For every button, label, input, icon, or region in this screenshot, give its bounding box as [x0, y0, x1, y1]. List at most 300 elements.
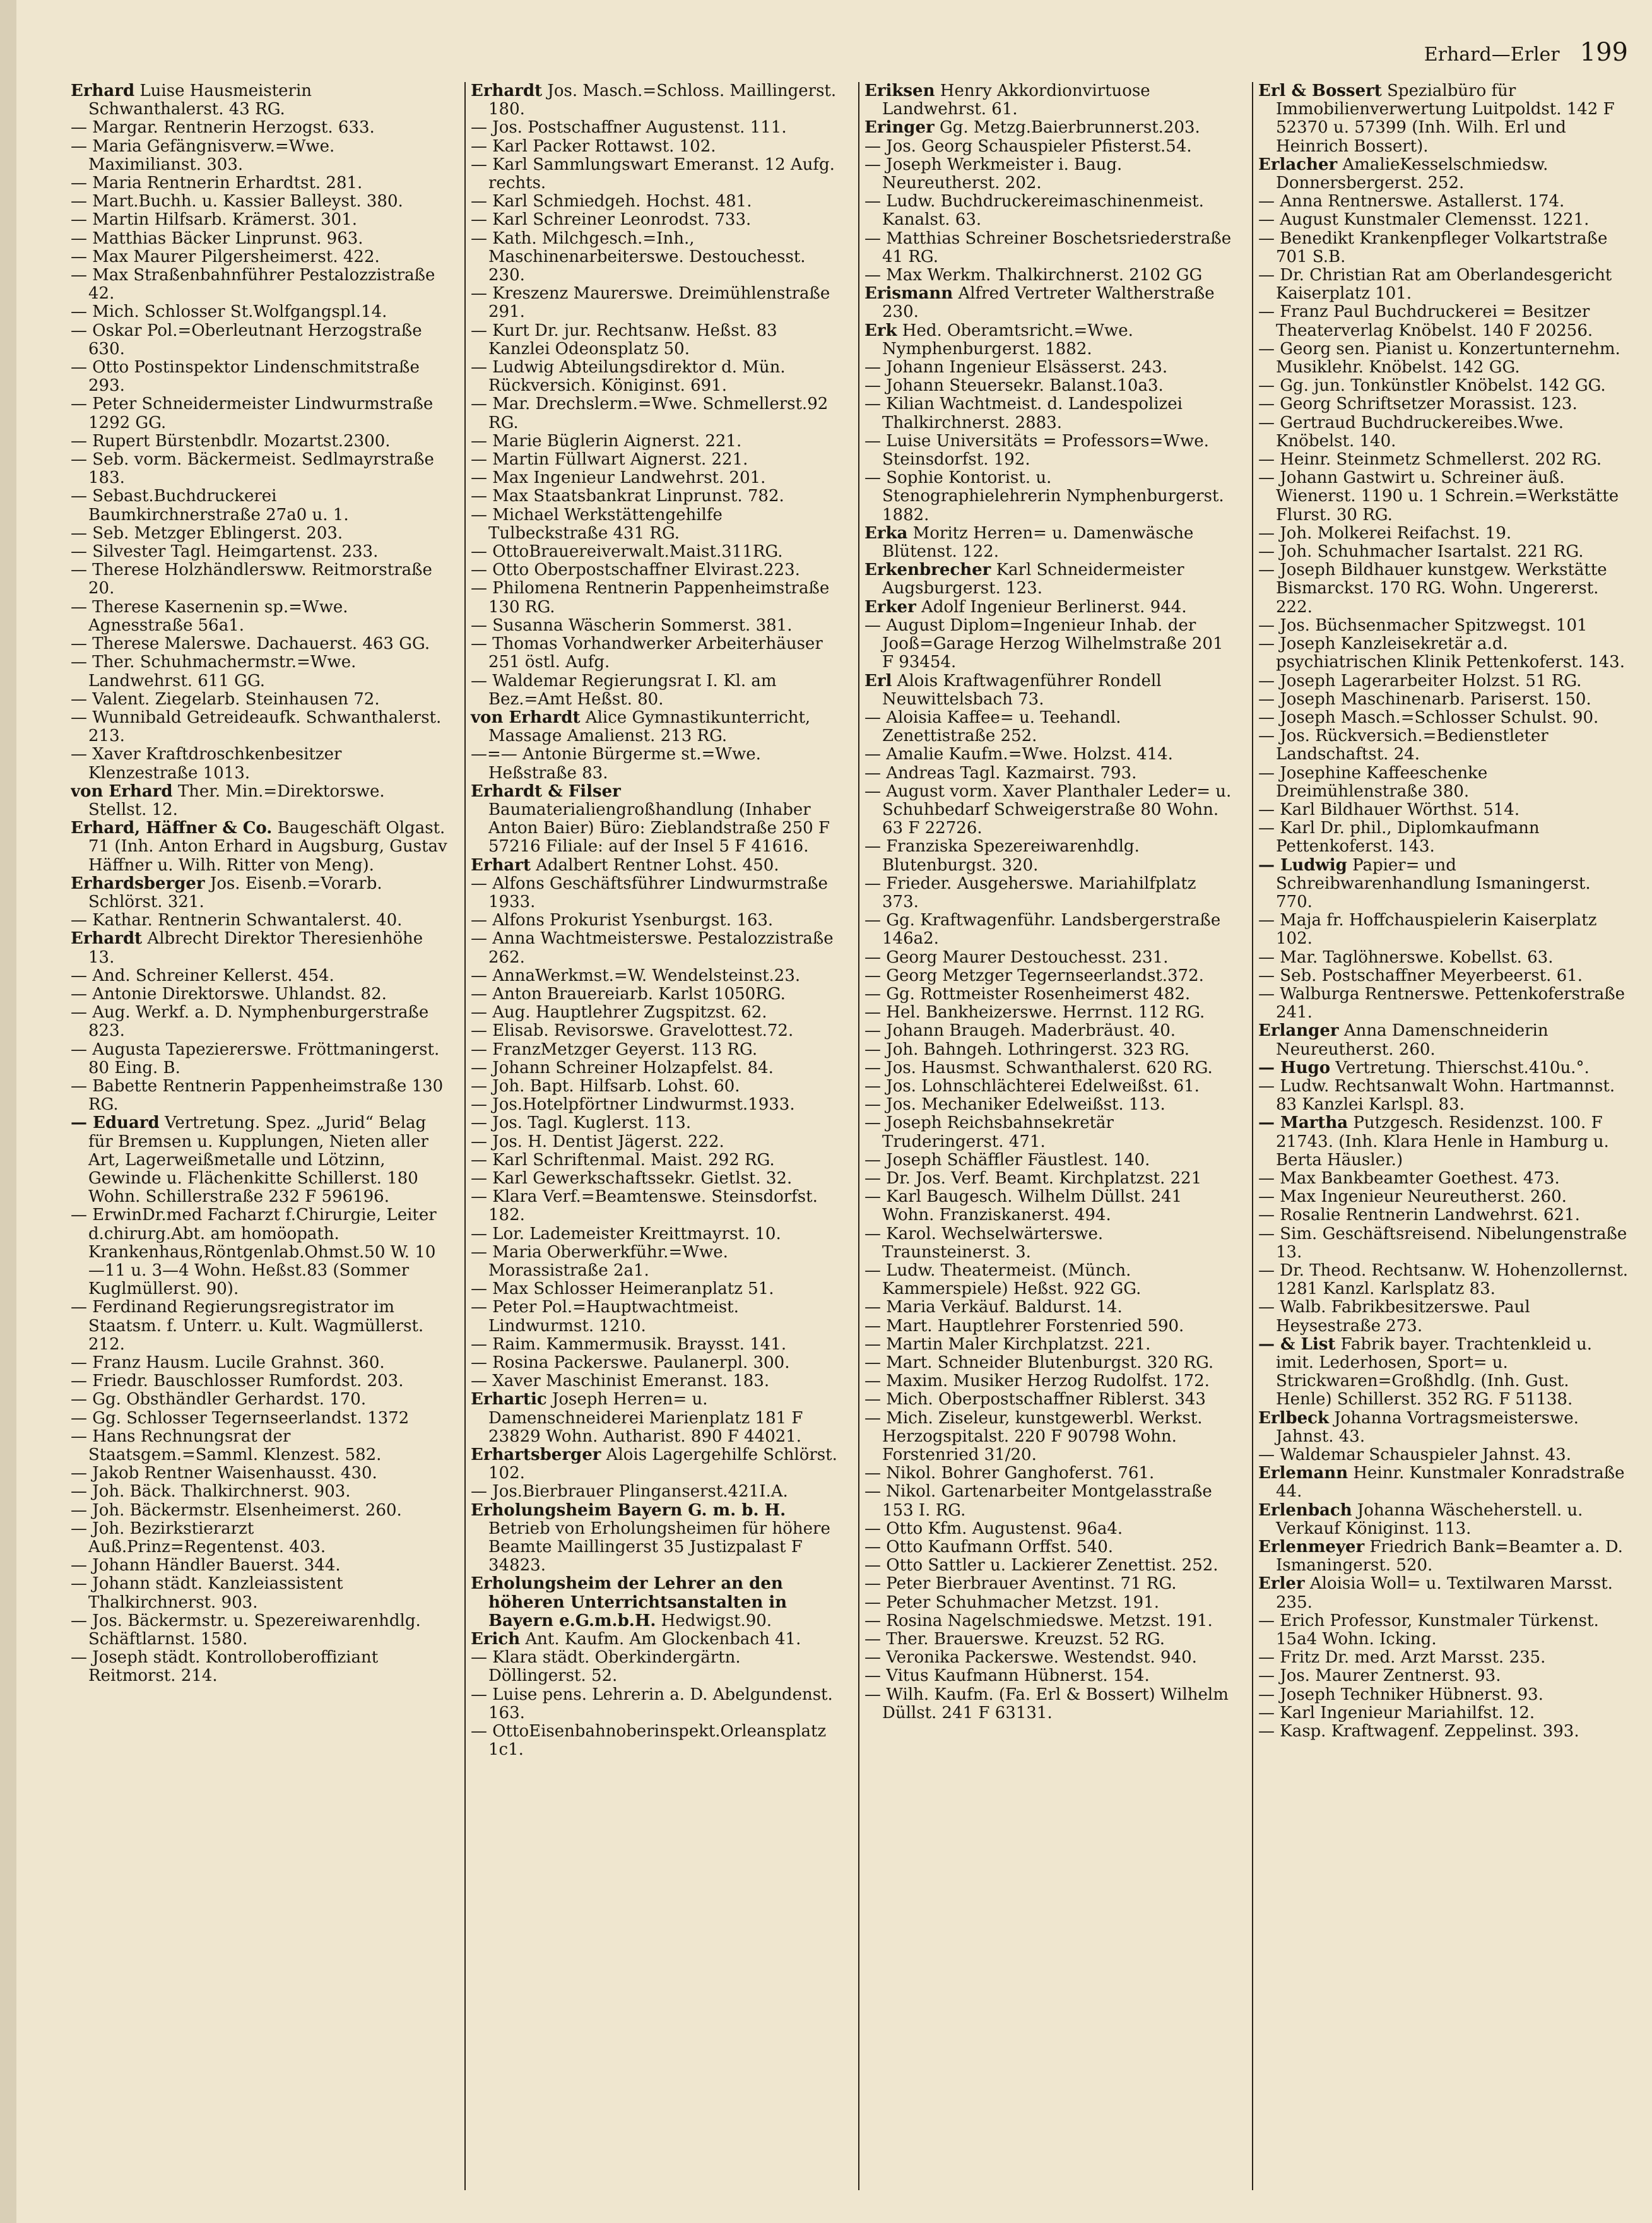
directory-entry	[71, 598, 448, 635]
entry-details: — Joh. Molkerei Reifachst. 19.	[1258, 523, 1512, 543]
directory-entry	[864, 1520, 1236, 1538]
directory-entry	[864, 193, 1236, 229]
entry-details: — AnnaWerkmst.=W. Wendelsteinst.23.	[471, 966, 801, 985]
directory-entry	[471, 193, 842, 211]
directory-entry	[864, 1464, 1236, 1483]
entry-details: — Amalie Kaufm.=Wwe. Holzst. 414.	[864, 745, 1173, 764]
directory-entry	[864, 911, 1236, 948]
entry-details: Friedrich Bank=Beamter a. D. Ismaningerst. 520.	[1276, 1538, 1623, 1575]
entry-details: — Nikol. Gartenarbeiter Montgelasstraße 153 I. RG.	[864, 1482, 1212, 1520]
directory-entry	[864, 985, 1236, 1004]
entry-details: — Rosalie Rentnerin Landwehrst. 621.	[1258, 1206, 1580, 1225]
entry-surname: Erhardt & Filser	[471, 781, 621, 801]
directory-entry	[1258, 1667, 1629, 1685]
entry-details: — Johann Steuersekr. Balanst.10a3.	[864, 376, 1164, 396]
entry-details: — Klara städt. Oberkindergärtn. Döllingerst. 52.	[471, 1648, 741, 1686]
directory-entry	[471, 579, 842, 616]
entry-details: — Alfons Geschäftsführer Lindwurmstraße 1933.	[471, 874, 828, 911]
directory-entry	[71, 174, 448, 193]
entry-details: — Walb. Fabrikbesitzerswe. Paul Heysestraße 273.	[1258, 1298, 1530, 1336]
directory-entry	[1258, 525, 1629, 543]
entry-details: — Dr. Christian Rat am Oberlandesgericht Kaiserplatz 101.	[1258, 266, 1612, 304]
entry-details: — Franziska Spezereiwarenhdlg. Blutenburgst. 320.	[864, 837, 1140, 875]
directory-entry	[471, 1151, 842, 1170]
directory-entry	[864, 119, 1236, 137]
entry-details: — Benedikt Krankenpfleger Volkartstraße 701 S.B.	[1258, 228, 1608, 266]
binding-margin	[0, 0, 16, 2223]
directory-entry	[471, 395, 842, 432]
entry-details: — Joh. Bapt. Hilfsarb. Lohst. 60.	[471, 1076, 740, 1096]
entry-details: — Jos. Büchsenmacher Spitzwegst. 101	[1258, 615, 1588, 635]
entry-details: — Johann städt. Kanzleiassistent Thalkirchnerst. 903.	[71, 1574, 343, 1612]
directory-entry	[71, 1114, 448, 1206]
directory-entry	[471, 1280, 842, 1298]
directory-entry	[471, 985, 842, 1004]
entry-details: Papier= und Schreibwarenhandlung Ismaningerst. 770.	[1276, 855, 1591, 911]
directory-entry	[1258, 1446, 1629, 1464]
directory-entry	[471, 1483, 842, 1501]
entry-details: — Luise Universitäts = Professors=Wwe. Steinsdorfst. 192.	[864, 431, 1209, 470]
directory-entry	[471, 1502, 842, 1575]
entry-surname: — & List	[1258, 1334, 1336, 1354]
entry-details: — Seb. vorm. Bäckermeist. Sedlmayrstraße 183.	[71, 450, 434, 488]
directory-entry	[1258, 561, 1629, 617]
entry-details: Spezialbüro für Immobilienverwertung Luitpoldst. 142 F 52370 u. 57399 (Inh. Wilh. Erl und Heinrich Bossert).	[1276, 82, 1615, 156]
entry-details: — Rosina Nagelschmiedswe. Metzst. 191.	[864, 1611, 1213, 1630]
directory-entry	[864, 156, 1236, 193]
entry-details: — Otto Oberpostschaffner Elvirast.223.	[471, 560, 800, 580]
entry-surname: Erlemann	[1258, 1464, 1348, 1483]
entry-details: — Martin Hilfsarb. Krämerst. 301.	[71, 210, 357, 230]
entry-details: — Susanna Wäscherin Sommerst. 381.	[471, 615, 793, 635]
directory-entry	[864, 1170, 1236, 1188]
entry-surname: Erl & Bossert	[1258, 82, 1382, 100]
directory-entry	[71, 1556, 448, 1575]
entry-details: — FranzMetzger Geyerst. 113 RG.	[471, 1040, 758, 1059]
entry-details: — Maria Rentnerin Erhardtst. 281.	[71, 174, 363, 193]
entry-details: Gg. Metzg.Baierbrunnerst.203.	[934, 118, 1200, 138]
entry-details: — Gg. jun. Tonkünstler Knöbelst. 142 GG.	[1258, 376, 1606, 396]
entry-details: — Peter Pol.=Hauptwachtmeist. Lindwurmst. 1210.	[471, 1298, 739, 1336]
directory-entry	[471, 672, 842, 709]
entry-details: — Valent. Ziegelarb. Steinhausen 72.	[71, 689, 380, 709]
entry-details: — Gertraud Buchdruckereibes.Wwe. Knöbelst. 140.	[1258, 413, 1564, 451]
entry-details: — Alfons Prokurist Ysenburgst. 163.	[471, 911, 774, 930]
directory-entry	[864, 1686, 1236, 1722]
directory-entry	[1258, 1575, 1629, 1611]
directory-entry	[864, 1612, 1236, 1630]
entry-details: — Martin Maler Kirchplatzst. 221.	[864, 1334, 1151, 1354]
directory-entry	[1258, 691, 1629, 709]
entry-details: — Ther. Schuhmachermstr.=Wwe. Landwehrst. 611 GG.	[71, 653, 357, 691]
directory-entry	[471, 1022, 842, 1040]
directory-entry	[864, 1538, 1236, 1556]
entry-surname: Erholungsheim der Lehrer an den höheren Unterrichtsanstalten in Bayern e.G.m.b.H.	[471, 1574, 788, 1630]
entry-details: —=— Antonie Bürgerme st.=Wwe. Heßstraße 83.	[471, 745, 761, 783]
directory-entry	[864, 1059, 1236, 1077]
directory-entry	[71, 1041, 448, 1077]
entry-details: — Xaver Kraftdroschkenbesitzer Klenzestraße 1013.	[71, 745, 342, 783]
entry-details: Betrieb von Erholungsheimen für höhere Beamte Maillingerst 35 Justizpalast F 34823.	[488, 1519, 830, 1575]
directory-entry	[1258, 469, 1629, 525]
entry-details: Hedwigst.90.	[656, 1611, 772, 1630]
directory-entry	[864, 1225, 1236, 1262]
directory-entry	[864, 1483, 1236, 1519]
entry-details: — Gg. Schlosser Tegernseerlandst. 1372	[71, 1408, 410, 1428]
entry-details: — Joseph Werkmeister i. Baug. Neureutherst. 202.	[864, 155, 1123, 193]
entry-surname: von Erhard	[71, 781, 173, 801]
directory-entry	[864, 1372, 1236, 1390]
directory-entry	[71, 1206, 448, 1298]
directory-entry	[1258, 801, 1629, 819]
entry-details: Albrecht Direktor Theresienhöhe 13.	[88, 929, 423, 967]
entry-details: Johanna Vortragsmeisterswe. Jahnst. 43.	[1276, 1408, 1579, 1446]
entry-details: — August Kunstmaler Clemensst. 1221.	[1258, 210, 1590, 230]
directory-entry	[71, 359, 448, 395]
directory-entry	[1258, 303, 1629, 340]
directory-entry	[864, 745, 1236, 764]
entry-details: — Philomena Rentnerin Pappenheimstraße 130 RG.	[471, 579, 830, 617]
directory-entry	[471, 432, 842, 451]
directory-entry	[471, 875, 842, 911]
entry-details: — Kilian Wachtmeist. d. Landespolizei Thalkirchnerst. 2883.	[864, 394, 1183, 432]
directory-entry	[864, 838, 1236, 874]
directory-entry	[1258, 1409, 1629, 1446]
directory-entry	[1258, 1704, 1629, 1722]
directory-entry	[1258, 211, 1629, 229]
directory-entry	[71, 709, 448, 745]
page-header	[1331, 38, 1628, 76]
entry-surname: Erlbeck	[1258, 1408, 1329, 1428]
entry-details: — Franz Paul Buchdruckerei = Besitzer Theaterverlag Knöbelst. 140 F 20256.	[1258, 302, 1593, 340]
directory-entry	[471, 709, 842, 745]
entry-details: — Maria Verkäuf. Baldurst. 14.	[864, 1298, 1123, 1317]
directory-entry	[1258, 1502, 1629, 1538]
directory-entry	[864, 359, 1236, 377]
directory-entry	[864, 395, 1236, 432]
entry-details: — Mart. Schneider Blutenburgst. 320 RG.	[864, 1353, 1214, 1373]
directory-entry	[864, 1630, 1236, 1649]
directory-entry	[471, 1686, 842, 1722]
directory-entry	[1258, 1649, 1629, 1667]
directory-entry	[471, 1649, 842, 1685]
directory-entry	[1258, 395, 1629, 413]
entry-details: — Ludwig Abteilungsdirektor d. Mün. Rückversich. Königinst. 691.	[471, 358, 786, 396]
directory-entry	[71, 487, 448, 524]
directory-entry	[864, 1022, 1236, 1040]
entry-details: — Max Straßenbahnführer Pestalozzistraße 42.	[71, 266, 435, 304]
entry-details: — Max Werkm. Thalkirchnerst. 2102 GG	[864, 266, 1203, 285]
entry-details: — Johann Händler Bauerst. 344.	[71, 1556, 341, 1575]
entry-details: — Fritz Dr. med. Arzt Marsst. 235.	[1258, 1648, 1546, 1668]
entry-details: — Friedr. Bauschlosser Rumfordst. 203.	[71, 1372, 404, 1391]
entry-details: — Joseph Bildhauer kunstgew. Werkstätte Bismarckst. 170 RG. Wohn. Ungererst. 222.	[1258, 560, 1607, 617]
directory-entry	[71, 82, 448, 119]
directory-entry	[1258, 727, 1629, 764]
entry-surname: Erlenbach	[1258, 1500, 1352, 1520]
directory-entry	[71, 1649, 448, 1685]
directory-entry	[471, 451, 842, 469]
entry-details: — Rupert Bürstenbdlr. Mozartst.2300.	[71, 431, 391, 451]
entry-details: — OttoBrauereiverwalt.Maist.311RG.	[471, 542, 783, 562]
entry-details: — Hans Rechnungsrat der Staatsgem.=Samml. Klenzest. 582.	[71, 1426, 382, 1465]
directory-entry	[1258, 1686, 1629, 1704]
entry-details: — Kath. Milchgesch.=Inh., Maschinenarbeiterswe. Destouchesst. 230.	[471, 228, 806, 285]
entry-details: — Rosina Packerswe. Paulanerpl. 300.	[471, 1353, 790, 1373]
entry-details: — Thomas Vorhandwerker Arbeiterhäuser 251 östl. Aufg.	[471, 634, 823, 672]
entry-details: — Peter Schuhmacher Metzst. 191.	[864, 1592, 1160, 1612]
directory-entry	[471, 617, 842, 635]
entry-details: — Ferdinand Regierungsregistrator im Staatsm. f. Unterr. u. Kult. Wagmüllerst. 212.	[71, 1298, 424, 1354]
directory-entry	[471, 745, 842, 782]
directory-entry	[471, 857, 842, 875]
directory-entry	[71, 1298, 448, 1354]
entry-details: — Mart.Buchh. u. Kassier Balleyst. 380.	[71, 192, 403, 211]
entry-details: — Joseph Masch.=Schlosser Schulst. 90.	[1258, 708, 1599, 727]
entry-details: — Max Bankbeamter Goethest. 473.	[1258, 1168, 1560, 1188]
entry-details: — Max Staatsbankrat Linprunst. 782.	[471, 487, 784, 506]
directory-entry	[864, 672, 1236, 709]
entry-details: — Sim. Geschäftsreisend. Nibelungenstraße 13.	[1258, 1224, 1627, 1262]
directory-entry	[1258, 709, 1629, 727]
directory-entry	[71, 1390, 448, 1409]
directory-entry	[471, 1575, 842, 1630]
directory-entry	[864, 1390, 1236, 1409]
entry-details: — Karl Sammlungswart Emeranst. 12 Aufg. rechts.	[471, 155, 835, 193]
entry-details: — Dr. Theod. Rechtsanw. W. Hohenzollernst. 1281 Kanzl. Karlsplatz 83.	[1258, 1261, 1629, 1299]
directory-entry	[71, 967, 448, 985]
entry-details: Ant. Kaufm. Am Glockenbach 41.	[520, 1630, 801, 1649]
directory-columns	[71, 82, 1633, 2190]
directory-entry	[1258, 635, 1629, 672]
entry-details: — Babette Rentnerin Pappenheimstraße 130 RG.	[71, 1076, 444, 1115]
directory-entry	[864, 949, 1236, 967]
directory-entry	[471, 469, 842, 487]
directory-entry	[864, 525, 1236, 561]
entry-details: — Karl Ingenieur Mariahilfst. 12.	[1258, 1703, 1535, 1722]
entry-details: — Joseph städt. Kontrolloberoffiziant Reitmorst. 214.	[71, 1648, 379, 1686]
directory-entry	[471, 783, 842, 857]
entry-surname: von Erhardt	[471, 708, 581, 727]
entry-details: — Ther. Brauerswe. Kreuzst. 52 RG.	[864, 1630, 1165, 1649]
entry-details: AmalieKesselschmiedsw. Donnersbergerst. 252.	[1276, 155, 1549, 193]
directory-entry	[471, 911, 842, 930]
directory-entry	[1258, 1114, 1629, 1170]
entry-details: — Georg Schriftsetzer Morassist. 123.	[1258, 394, 1578, 414]
entry-details: — Anton Brauereiarb. Karlst 1050RG.	[471, 984, 786, 1004]
entry-details: — Joseph Reichsbahnsekretär Truderingerst. 471.	[864, 1113, 1114, 1151]
directory-entry	[1258, 985, 1629, 1022]
directory-entry	[864, 1336, 1236, 1354]
entry-surname: Erlenmeyer	[1258, 1538, 1365, 1557]
entry-details: — Karl Packer Rottawst. 102.	[471, 136, 716, 156]
entry-details: — Aloisia Kaffee= u. Teehandl. Zenettistraße 252.	[864, 708, 1121, 746]
entry-details: — Maria Gefängnisverw.=Wwe. Maximilianst. 303.	[71, 136, 335, 174]
entry-details: — Johann Gastwirt u. Schreiner äuß. Wienerst. 1190 u. 1 Schrein.=Werkstätte Flurst. 30 RG.	[1258, 468, 1619, 525]
entry-surname: Eringer	[864, 118, 935, 138]
directory-entry	[1258, 377, 1629, 395]
entry-details: Aloisia Woll= u. Textilwaren Marsst. 235.	[1276, 1574, 1613, 1612]
entry-details: — Mich. Schlosser St.Wolfgangspl.14.	[71, 302, 387, 322]
entry-details: — Ludw. Theatermeist. (Münch. Kammerspiele) Heßst. 922 GG.	[864, 1261, 1142, 1299]
entry-details: — Sebast.Buchdruckerei Baumkirchnerstraße 27a0 u. 1.	[71, 487, 349, 525]
entry-details: — Aug. Werkf. a. D. Nymphenburgerstraße 823.	[71, 1003, 429, 1041]
directory-entry	[471, 487, 842, 506]
entry-details: — Joseph Techniker Hübnerst. 93.	[1258, 1685, 1543, 1704]
directory-entry	[471, 1133, 842, 1151]
directory-entry	[71, 911, 448, 930]
entry-details: — Joh. Bezirkstierarzt Auß.Prinz=Regentenst. 403.	[71, 1519, 326, 1557]
directory-entry	[864, 967, 1236, 985]
entry-surname: Erlacher	[1258, 155, 1338, 174]
entry-details: — Raim. Kammermusik. Braysst. 141.	[471, 1334, 787, 1354]
directory-entry	[71, 1520, 448, 1556]
entry-details: — Jos. Lohnschlächterei Edelweißst. 61.	[864, 1076, 1200, 1096]
directory-entry	[1258, 1077, 1629, 1114]
directory-entry	[864, 1114, 1236, 1151]
entry-details: — Peter Bierbrauer Aventinst. 71 RG.	[864, 1574, 1177, 1594]
directory-entry	[71, 119, 448, 137]
directory-entry	[471, 1170, 842, 1188]
entry-details: Jos. Eisenb.=Vorarb. Schlörst. 321.	[88, 874, 382, 911]
entry-details: — Seb. Postschaffner Meyerbeerst. 61.	[1258, 966, 1583, 985]
directory-entry	[471, 1041, 842, 1059]
entry-details: — Jos. H. Dentist Jägerst. 222.	[471, 1132, 724, 1151]
entry-details: Fabrik bayer. Trachtenkleid u. imit. Lederhosen, Sport= u. Strickwaren=Großhdlg. (Inh. Gust. Henle) Schillerst. 352 RG. F 51138.	[1276, 1334, 1593, 1409]
entry-surname: — Eduard	[71, 1113, 160, 1133]
entry-details: — Vitus Kaufmann Hübnerst. 154.	[864, 1666, 1150, 1686]
entry-surname: Erl	[864, 671, 892, 691]
directory-entry	[1258, 1464, 1629, 1501]
entry-details: Vertretung. Spez. „Jurid“ Belag für Bremsen u. Kupplungen, Nieten aller Art, Lagerweißmetalle und Lötzinn, Gewinde u. Flächenkitte Schillerst. 180 Wohn. Schillerstraße 232 F 596196.	[88, 1113, 428, 1207]
directory-entry	[1258, 1538, 1629, 1575]
entry-details: — Karl Dr. phil., Diplomkaufmann Pettenkoferst. 143.	[1258, 819, 1540, 857]
directory-entry	[471, 1336, 842, 1354]
directory-entry	[471, 1059, 842, 1077]
entry-details: — Jos. Postschaffner Augustenst. 111.	[471, 118, 787, 138]
entry-details: — Karl Schreiner Leonrodst. 733.	[471, 210, 752, 230]
directory-entry	[864, 561, 1236, 598]
directory-entry	[71, 985, 448, 1004]
entry-surname: Erhardt	[71, 929, 143, 949]
entry-details: — Sophie Kontorist. u. Stenographielehrerin Nymphenburgerst. 1882.	[864, 468, 1224, 525]
directory-entry	[864, 285, 1236, 321]
directory-entry	[471, 1004, 842, 1022]
entry-details: — Seb. Metzger Eblingerst. 203.	[71, 523, 343, 543]
column-2	[464, 82, 846, 2190]
directory-entry	[864, 266, 1236, 285]
entry-details: — Joh. Bahngeh. Lothringerst. 323 RG.	[864, 1040, 1189, 1059]
entry-surname: Erhard	[71, 82, 135, 100]
directory-entry	[471, 156, 842, 193]
entry-surname: Erhartic	[471, 1390, 547, 1409]
entry-surname: Erkenbrecher	[864, 560, 991, 580]
entry-details: Baumaterialiengroßhandlung (Inhaber Anton Baier) Büro: Zieblandstraße 250 F 57216 Filiale: auf der Insel 5 F 41616.	[488, 800, 830, 857]
column-1	[71, 82, 452, 2190]
entry-surname: — Hugo	[1258, 1058, 1331, 1077]
entry-details: — Mart. Hauptlehrer Forstenried 590.	[864, 1316, 1184, 1336]
entry-details: — Nikol. Bohrer Ganghoferst. 761.	[864, 1464, 1155, 1483]
directory-entry	[471, 930, 842, 966]
directory-entry	[1258, 857, 1629, 912]
entry-details: — Joseph Maschinenarb. Pariserst. 150.	[1258, 689, 1591, 709]
entry-details: — Johann Schreiner Holzapfelst. 84.	[471, 1058, 774, 1077]
entry-details: — Maria Oberwerkführ.=Wwe. Morassistraße 2a1.	[471, 1242, 728, 1280]
entry-details: — Jos. Georg Schauspieler Pfisterst.54.	[864, 136, 1192, 156]
entry-details: — Johann Ingenieur Elsässerst. 243.	[864, 358, 1168, 377]
directory-entry	[71, 248, 448, 266]
entry-details: — Xaver Maschinist Emeranst. 183.	[471, 1372, 770, 1391]
directory-entry	[71, 138, 448, 174]
directory-entry	[1258, 1336, 1629, 1409]
entry-details: Alice Gymnastikunterricht, Massage Amalienst. 213 RG.	[488, 708, 811, 746]
directory-entry	[71, 653, 448, 690]
entry-surname: Erich	[471, 1630, 521, 1649]
entry-details: — Joseph Schäffler Fäustlest. 140.	[864, 1150, 1150, 1170]
directory-entry	[71, 211, 448, 229]
directory-entry	[471, 1372, 842, 1390]
directory-entry	[864, 469, 1236, 525]
entry-details: — Joseph Lagerarbeiter Holzst. 51 RG.	[1258, 671, 1582, 691]
directory-entry	[864, 783, 1236, 838]
directory-entry	[471, 322, 842, 359]
directory-entry	[864, 1041, 1236, 1059]
entry-details: — Heinr. Steinmetz Schmellerst. 202 RG.	[1258, 450, 1602, 470]
entry-surname: Erhard, Häffner & Co.	[71, 819, 273, 838]
entry-surname: Erholungsheim Bayern G. m. b. H.	[471, 1500, 786, 1520]
entry-details: — Maxim. Musiker Herzog Rudolfst. 172.	[864, 1372, 1210, 1391]
directory-entry	[1258, 230, 1629, 266]
entry-details: — Antonie Direktorswe. Uhlandst. 82.	[71, 984, 387, 1004]
entry-details: — Silvester Tagl. Heimgartenst. 233.	[71, 542, 379, 562]
entry-details: Alois Kraftwagenführer Rondell Neuwittelsbach 73.	[882, 671, 1162, 709]
directory-entry	[71, 322, 448, 359]
entry-details: Joseph Herren= u. Damenschneiderei Marienplatz 181 F 23829 Wohn. Autharist. 890 F 44021.	[488, 1390, 803, 1446]
directory-entry	[471, 359, 842, 395]
directory-entry	[1258, 543, 1629, 561]
directory-entry	[471, 211, 842, 229]
entry-details: — Karl Gewerkschaftssekr. Gietlst. 32.	[471, 1168, 793, 1188]
directory-entry	[71, 819, 448, 875]
entry-details: — ErwinDr.med Facharzt f.Chirurgie, Leiter d.chirurg.Abt. am homöopath. Krankenhaus,Röntgenlab.Ohmst.50 W. 10—11 u. 3—4 Wohn. Heßst.83 (Sommer Kuglmüllerst. 90).	[71, 1206, 437, 1299]
directory-entry	[71, 395, 448, 432]
directory-entry	[71, 1483, 448, 1501]
entry-details: Alois Lagergehilfe Schlörst. 102.	[488, 1445, 837, 1483]
entry-details: — Karl Bildhauer Wörthst. 514.	[1258, 800, 1520, 819]
entry-details: Karl Schneidermeister Augsburgerst. 123.	[882, 560, 1184, 598]
entry-details: — Margar. Rentnerin Herzogst. 633.	[71, 118, 375, 138]
entry-details: — Jos. Hausmst. Schwanthalerst. 620 RG.	[864, 1058, 1213, 1077]
directory-entry	[471, 1722, 842, 1759]
directory-entry	[864, 1298, 1236, 1317]
entry-details: — Jos.Hotelpförtner Lindwurmst.1933.	[471, 1095, 795, 1115]
directory-entry	[71, 1372, 448, 1390]
entry-details: — Franz Hausm. Lucile Grahnst. 360.	[71, 1353, 385, 1373]
directory-entry	[864, 617, 1236, 672]
entry-details: — Georg sen. Pianist u. Konzertunternehm. Musiklehr. Knöbelst. 142 GG.	[1258, 339, 1620, 377]
directory-entry	[471, 285, 842, 321]
directory-entry	[1258, 340, 1629, 377]
entry-details: — Kasp. Kraftwagenf. Zeppelinst. 393.	[1258, 1722, 1579, 1741]
entry-details: — Mar. Drechslerm.=Wwe. Schmellerst.92 RG.	[471, 394, 829, 432]
entry-details: — Karl Schriftenmal. Maist. 292 RG.	[471, 1150, 775, 1170]
directory-entry	[864, 1575, 1236, 1593]
entry-surname: Erhartsberger	[471, 1445, 601, 1465]
entry-details: — Oskar Pol.=Oberleutnant Herzogstraße 630.	[71, 321, 422, 359]
entry-details: — Elisab. Revisorswe. Gravelottest.72.	[471, 1021, 794, 1041]
directory-entry	[864, 875, 1236, 911]
running-head: Erhard—Erler	[1424, 44, 1560, 66]
